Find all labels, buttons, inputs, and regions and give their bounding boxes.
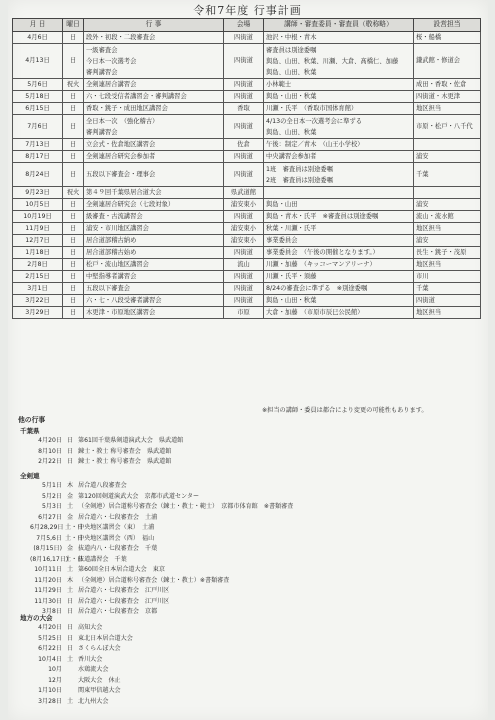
header-event: 行 事 xyxy=(84,19,224,32)
event-date: 1月10日 xyxy=(38,687,62,694)
row-event xyxy=(84,199,224,211)
event-date: 6月27日 xyxy=(38,513,62,521)
row-duty: 浦安 xyxy=(414,199,481,211)
row-duty: 鎌武館・修道会 xyxy=(414,44,481,79)
event-text: 第61回千葉県剣道演武大会 県武道館 xyxy=(78,437,184,444)
event-dow: 金 xyxy=(66,513,74,521)
event-dow: 木 xyxy=(66,576,74,584)
row-venue: 四街道 xyxy=(224,163,264,187)
row-event-line: 木更津・市原地区講習会 xyxy=(86,309,156,316)
row-dow: 日 xyxy=(63,271,84,283)
list-item xyxy=(30,502,293,511)
row-event-line: 六・七段受信者講習会・審判講習会 xyxy=(86,93,187,100)
row-venue: 浦安東小 xyxy=(224,199,264,211)
row-event xyxy=(84,283,224,295)
event-text: 居合道六・七段審査会 江戸川区 xyxy=(78,587,170,594)
row-dow: 日 xyxy=(63,199,84,211)
event-date: 5月3日 xyxy=(42,503,62,510)
row-staff xyxy=(264,32,414,44)
event-dow: 木 xyxy=(66,482,74,489)
row-date: 7月13日 xyxy=(13,139,63,151)
list-item xyxy=(30,623,102,632)
list-item xyxy=(30,436,183,445)
row-date: 2月15日 xyxy=(13,271,63,283)
row-staff-line: 與島・青木・氏平 ※審査員は別途委嘱 xyxy=(266,213,379,220)
list-item xyxy=(30,481,127,490)
row-event xyxy=(84,211,224,223)
event-date: 3月8日 xyxy=(42,608,62,615)
event-dow: 土 xyxy=(66,566,74,573)
row-venue: 四街道 xyxy=(224,91,264,103)
schedule-table xyxy=(12,18,481,319)
row-dow: 日 xyxy=(63,211,84,223)
table-row xyxy=(13,307,481,319)
event-date: 10月 xyxy=(48,666,62,673)
event-date: 10月4日 xyxy=(38,655,62,663)
row-venue: 四街道 xyxy=(224,283,264,295)
row-event-line: 全剣連居合講習会 xyxy=(86,81,137,88)
event-dow: 日 xyxy=(66,458,74,465)
row-event xyxy=(84,91,224,103)
event-text: 居合道六・七段審査会 土浦 xyxy=(78,513,158,521)
row-staff xyxy=(264,91,414,103)
row-event-line: 審判講習会 xyxy=(86,68,118,76)
row-duty: 長生・銚子・茂原 xyxy=(414,247,481,259)
row-event xyxy=(84,151,224,163)
table-row xyxy=(13,235,481,247)
row-date: 4月6日 xyxy=(13,32,63,44)
list-item xyxy=(30,634,133,643)
row-date: 11月9日 xyxy=(13,223,63,235)
header-date: 月 日 xyxy=(13,19,63,32)
header-venue: 会場 xyxy=(224,19,264,32)
row-duty: 浦安 xyxy=(414,151,481,163)
row-event xyxy=(84,307,224,319)
row-staff-line: 1班 審査員は別途委嘱 xyxy=(266,165,333,173)
row-staff-line: 與島、山田、秋葉 xyxy=(266,128,317,136)
row-staff xyxy=(264,187,414,199)
event-text: 第60回全日本居合道大会 東京 xyxy=(78,566,165,573)
event-text: 錬士・教士 称号審査会 県武道館 xyxy=(78,447,172,455)
event-text: 東北日本居合道大会 xyxy=(78,634,133,642)
row-staff xyxy=(264,271,414,283)
row-staff-line: 川瀬・氏平・須藤 xyxy=(266,273,317,280)
row-date: 9月23日 xyxy=(13,187,63,199)
row-venue: 四街道 xyxy=(224,247,264,259)
row-staff-line: 4/13の全日本一次選考会に準ずる xyxy=(266,117,362,125)
row-staff xyxy=(264,139,414,151)
event-text: 中央地区講習会（東） 土浦 xyxy=(78,524,155,531)
event-date: 6月22日 xyxy=(38,645,62,652)
row-staff xyxy=(264,247,414,259)
event-dow: 金 xyxy=(66,545,74,552)
row-staff xyxy=(264,103,414,115)
row-date: 5月6日 xyxy=(13,79,63,91)
row-dow: 日 xyxy=(63,259,84,271)
row-duty: 浦安 xyxy=(414,235,481,247)
event-date: 11月20日 xyxy=(34,576,62,584)
row-event xyxy=(84,271,224,283)
row-venue: 市原 xyxy=(224,307,264,319)
row-dow: 日 xyxy=(63,163,84,187)
row-staff xyxy=(264,235,414,247)
row-date: 5月18日 xyxy=(13,91,63,103)
row-duty: 四街道・木更津 xyxy=(414,91,481,103)
list-item xyxy=(30,565,165,574)
event-dow: 日 xyxy=(66,597,74,605)
row-dow: 日 xyxy=(63,32,84,44)
row-staff-line: 8/24の審査会に準ずる ※別途委嘱 xyxy=(266,285,368,292)
row-venue: 四街道 xyxy=(224,151,264,163)
row-staff-line: 池沢・中根・青木 xyxy=(266,34,317,41)
row-venue: 四街道 xyxy=(224,115,264,139)
row-event xyxy=(84,295,224,307)
event-text: 北九州大会 xyxy=(78,697,109,705)
event-date: 5月2日 xyxy=(42,492,62,500)
row-staff-line: 川瀬・加藤 （キッコーマンアリーナ） xyxy=(266,261,376,268)
event-dow: 日 xyxy=(66,634,74,642)
row-dow: 日 xyxy=(63,115,84,139)
row-date: 8月17日 xyxy=(13,151,63,163)
row-staff-line: 大倉・加藤 （市原市辰巳公民館） xyxy=(266,309,364,316)
row-duty: 地区担当 xyxy=(414,103,481,115)
event-date: 11月29日 xyxy=(34,587,62,594)
list-item xyxy=(30,697,108,706)
row-staff xyxy=(264,44,414,79)
list-item xyxy=(30,686,121,695)
row-event-line: 全剣連居合研究会参加者 xyxy=(86,153,156,160)
row-venue: 四街道 xyxy=(224,32,264,44)
row-staff xyxy=(264,259,414,271)
list-item xyxy=(30,555,127,564)
row-venue: 県武道館 xyxy=(224,187,264,199)
row-event xyxy=(84,139,224,151)
list-item xyxy=(30,655,102,664)
row-event-line: 全剣連居合研究会（七段対象） xyxy=(86,201,175,208)
row-dow: 日 xyxy=(63,91,84,103)
event-date: 5月1日 xyxy=(42,482,62,489)
row-dow: 日 xyxy=(63,44,84,79)
list-item xyxy=(30,576,229,585)
row-event xyxy=(84,223,224,235)
row-date: 12月7日 xyxy=(13,235,63,247)
event-text: 居合道六・七段審査会 江戸川区 xyxy=(78,597,170,605)
row-event-line: 五段以下審査会 xyxy=(86,285,131,292)
event-dow: 日 xyxy=(66,447,74,455)
event-date: 4月20日 xyxy=(38,437,62,444)
list-item xyxy=(30,523,154,532)
row-dow: 日 xyxy=(63,139,84,151)
row-venue: 四街道 xyxy=(224,211,264,223)
event-text: 居合道六・七段審査会 京都 xyxy=(78,608,158,615)
chiba-section-title: 千葉県 xyxy=(20,427,40,435)
row-venue: 四街道 xyxy=(224,44,264,79)
row-date: 3月1日 xyxy=(13,283,63,295)
table-row xyxy=(13,295,481,307)
row-staff-line: 與島・山田 xyxy=(266,201,298,208)
event-dow: 土・日 xyxy=(65,534,84,542)
row-staff xyxy=(264,79,414,91)
row-staff-line: 與島、山田、秋葉 xyxy=(266,68,317,76)
table-row xyxy=(13,259,481,271)
table-row xyxy=(13,115,481,139)
row-date: 1月18日 xyxy=(13,247,63,259)
header-duty: 設営担当 xyxy=(414,19,481,32)
row-event xyxy=(84,32,224,44)
event-date: (8月16,17日) xyxy=(30,555,69,563)
table-row xyxy=(13,187,481,199)
row-date: 8月24日 xyxy=(13,163,63,187)
header-staff: 講師・審査委員・審査員（敬称略） xyxy=(264,19,414,32)
row-staff xyxy=(264,295,414,307)
event-dow: 土 xyxy=(66,503,74,510)
row-venue: 香取 xyxy=(224,103,264,115)
row-event-line: 六・七・八段受審者講習会 xyxy=(86,297,162,304)
header-dow: 曜日 xyxy=(63,19,84,32)
event-text: （全剣連）居合道称号審査会（錬士・教士）※書類審査 xyxy=(78,576,230,584)
row-event-line: 居合道部稽古始め xyxy=(86,249,137,256)
event-date: (8月15日) xyxy=(33,545,62,552)
event-text: 高知大会 xyxy=(78,624,103,631)
row-duty: 千葉 xyxy=(414,283,481,295)
event-text: 第120回剣道演武大会 京都市武道センター xyxy=(78,492,200,500)
event-text: 抜道講習会 千葉 xyxy=(78,555,127,563)
event-date: 5月25日 xyxy=(38,634,62,642)
table-row xyxy=(13,44,481,79)
row-duty: 市原・松戸・八千代 xyxy=(414,115,481,139)
row-event xyxy=(84,247,224,259)
list-item xyxy=(30,665,108,674)
row-event xyxy=(84,103,224,115)
row-staff xyxy=(264,199,414,211)
row-event xyxy=(84,44,224,79)
row-event xyxy=(84,259,224,271)
row-staff-line: 小林範士 xyxy=(266,81,292,88)
event-text: 錬士・教士 称号審査会 県武道館 xyxy=(78,458,172,465)
row-dow: 日 xyxy=(63,103,84,115)
list-item xyxy=(30,447,171,456)
row-staff-line: 與島・山田・秋葉 xyxy=(266,93,317,100)
row-date: 3月22日 xyxy=(13,295,63,307)
list-item xyxy=(30,457,171,466)
list-item xyxy=(30,597,169,606)
event-text: さくらんぼ大会 xyxy=(78,645,121,652)
table-row xyxy=(13,91,481,103)
row-date: 3月29日 xyxy=(13,307,63,319)
table-row xyxy=(13,139,481,151)
table-row xyxy=(13,199,481,211)
event-text: 関東甲信越大会 xyxy=(78,687,121,694)
event-date: 4月20日 xyxy=(38,624,62,631)
row-dow: 日 xyxy=(63,247,84,259)
event-date: 7月5,6日 xyxy=(36,534,62,542)
table-row xyxy=(13,283,481,295)
list-item xyxy=(30,534,154,543)
row-dow: 日 xyxy=(63,295,84,307)
row-staff-line: 與島、山田、秋葉、川瀬、大倉、髙橋仁、加藤 xyxy=(266,57,399,65)
page-title: 令和7年度 行事計画 xyxy=(193,4,302,17)
row-date: 10月5日 xyxy=(13,199,63,211)
row-event-line: 浦安・市川地区講習会 xyxy=(86,225,149,232)
table-row xyxy=(13,103,481,115)
table-row xyxy=(13,247,481,259)
row-event-line: 段外・初段・二段審査会 xyxy=(86,34,156,41)
row-event xyxy=(84,79,224,91)
row-event-line: 一級審査会 xyxy=(86,46,118,54)
event-date: 11月30日 xyxy=(34,597,62,605)
row-dow: 日 xyxy=(63,307,84,319)
row-event xyxy=(84,163,224,187)
row-duty: 四街道 xyxy=(414,295,481,307)
row-dow: 日 xyxy=(63,235,84,247)
row-duty: 成田・香取・佐倉 xyxy=(414,79,481,91)
row-dow: 日 xyxy=(63,223,84,235)
row-staff xyxy=(264,283,414,295)
event-date: 6月28,29日 xyxy=(30,524,64,531)
row-duty xyxy=(414,187,481,199)
row-venue: 浦安東小 xyxy=(224,223,264,235)
schedule-note: ※担当の講師・委員は都合により変更の可能性もあります。 xyxy=(262,407,428,414)
event-dow: 日 xyxy=(66,437,74,444)
row-duty: 地区担当 xyxy=(414,259,481,271)
row-staff xyxy=(264,151,414,163)
row-staff-line: 事業委員会 （午後の開催となります。） xyxy=(266,249,379,256)
event-text: 抜道内八・七段審査会 千葉 xyxy=(78,545,158,552)
zenken-section-title: 全剣連 xyxy=(20,472,40,480)
table-row xyxy=(13,32,481,44)
event-date: 10月11日 xyxy=(34,566,62,573)
row-staff-line: 2班 審査員は別途委嘱 xyxy=(266,176,333,184)
row-event-line: 中堅指導者講習会 xyxy=(86,273,137,280)
row-duty xyxy=(414,139,481,151)
row-staff-line: 中央講習会参加者 xyxy=(266,153,317,160)
row-staff-line: 事業委員会 xyxy=(266,237,298,244)
row-duty: 地区担当 xyxy=(414,223,481,235)
row-event xyxy=(84,235,224,247)
row-event xyxy=(84,115,224,139)
row-staff xyxy=(264,211,414,223)
table-row xyxy=(13,223,481,235)
table-row xyxy=(13,151,481,163)
list-item xyxy=(30,513,157,522)
event-dow: 日 xyxy=(66,624,74,631)
row-event-line: 立会式・佐倉地区講習会 xyxy=(86,141,156,148)
event-date: 3月28日 xyxy=(38,697,62,705)
row-staff xyxy=(264,163,414,187)
list-item xyxy=(30,644,121,653)
row-staff-line: 審査員は別途委嘱 xyxy=(266,46,317,54)
row-venue: 四街道 xyxy=(224,271,264,283)
list-item xyxy=(30,586,169,595)
row-dow: 祝火 xyxy=(63,187,84,199)
row-dow: 日 xyxy=(63,283,84,295)
event-dow: 土 xyxy=(66,655,74,663)
event-date: 2月22日 xyxy=(38,458,62,465)
row-event-line: 級審査・古流講習会 xyxy=(86,213,143,220)
event-dow: 日 xyxy=(66,608,74,615)
row-duty: 桜・船橋 xyxy=(414,32,481,44)
row-duty: 流山・流水館 xyxy=(414,211,481,223)
row-date: 6月15日 xyxy=(13,103,63,115)
row-event-line: 全日本一次 （強化稽古） xyxy=(86,117,159,125)
row-event-line: 第４９回千葉県居合道大会 xyxy=(86,189,162,196)
event-text: （全剣連）居合道称号審査会（錬士・教士・範士） 京都市体育館 ※書類審査 xyxy=(78,503,294,510)
row-event-line: 香取・銚子・成田地区講習会 xyxy=(86,105,168,112)
event-text: 大阪大会 休止 xyxy=(78,676,121,684)
row-duty: 地区担当 xyxy=(414,307,481,319)
row-event-line: 審判講習会 xyxy=(86,128,118,136)
row-dow: 日 xyxy=(63,151,84,163)
other-events-title: 他の行事 xyxy=(18,416,46,424)
row-event xyxy=(84,187,224,199)
table-row xyxy=(13,163,481,187)
row-duty: 市川 xyxy=(414,271,481,283)
event-dow: 土・日 xyxy=(65,555,84,563)
row-date: 10月19日 xyxy=(13,211,63,223)
event-text: 香川大会 xyxy=(78,655,103,663)
table-row xyxy=(13,211,481,223)
table-row xyxy=(13,79,481,91)
row-staff xyxy=(264,223,414,235)
event-dow: 土 xyxy=(66,697,74,705)
event-dow: 日 xyxy=(66,645,74,652)
row-venue: 四街道 xyxy=(224,295,264,307)
event-text: 水鶏流大会 xyxy=(78,666,109,673)
event-date: 12月 xyxy=(48,676,62,684)
event-text: 中央地区講習会（西） 福山 xyxy=(78,534,155,542)
row-venue: 流山 xyxy=(224,259,264,271)
event-dow: 金 xyxy=(66,492,74,500)
regional-section-title: 地方の大会 xyxy=(20,614,53,622)
row-dow: 祝火 xyxy=(63,79,84,91)
row-venue: 佐倉 xyxy=(224,139,264,151)
row-staff-line: 與島・山田・秋葉 xyxy=(266,297,317,304)
row-staff-line: 午後：制定／青木 （山王小学校） xyxy=(266,141,364,148)
row-event-line: 今日本一次選考会 xyxy=(86,57,137,65)
event-text: 居合道八段審査会 xyxy=(78,482,127,489)
event-dow: 土 xyxy=(66,587,74,594)
table-header-row xyxy=(13,19,481,32)
event-dow: 土・日 xyxy=(65,524,84,531)
list-item xyxy=(30,492,199,501)
row-event-line: 居合道部稽古納め xyxy=(86,237,137,244)
list-item xyxy=(30,544,157,553)
row-venue: 四街道 xyxy=(224,79,264,91)
row-date: 2月8日 xyxy=(13,259,63,271)
row-date: 4月13日 xyxy=(13,44,63,79)
row-staff-line: 川瀬・氏平 （香取市国体育館） xyxy=(266,105,358,112)
table-row xyxy=(13,271,481,283)
row-event-line: 松戸・流山地区講習会 xyxy=(86,261,149,268)
row-event-line: 五段以下審査会・理事会 xyxy=(86,171,156,178)
event-date: 8月10日 xyxy=(38,447,62,455)
row-venue: 浦安東小 xyxy=(224,235,264,247)
row-duty: 千葉 xyxy=(414,163,481,187)
row-staff xyxy=(264,307,414,319)
row-staff-line: 秋葉・川瀬・氏平 xyxy=(266,225,317,232)
row-date: 7月6日 xyxy=(13,115,63,139)
list-item xyxy=(30,676,121,685)
row-staff xyxy=(264,115,414,139)
